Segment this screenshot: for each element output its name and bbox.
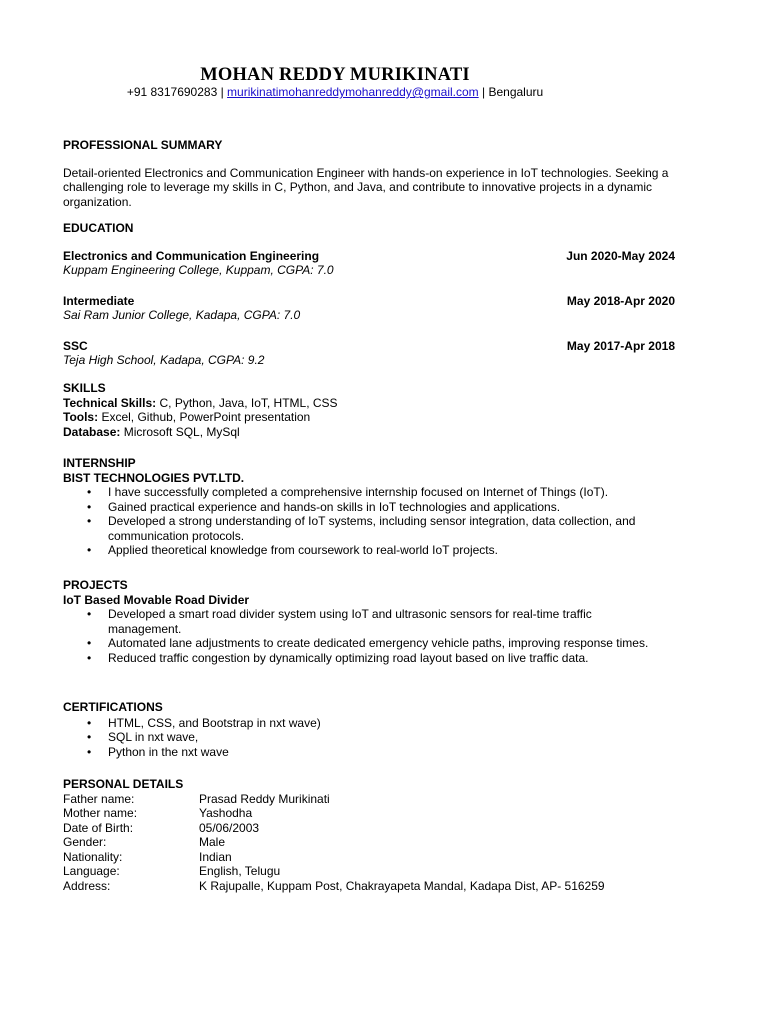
skill-line: [63, 396, 675, 411]
list-item: • I have successfully completed a comprehensive internship focused on Internet of Things (IoT).: [87, 485, 609, 499]
bullet-icon: •: [87, 485, 92, 499]
detail-row: [63, 792, 675, 807]
list-item: • Applied theoretical knowledge from coursework to real-world IoT projects.: [87, 543, 498, 557]
date-range: Jun 2020-May 2024: [566, 248, 675, 263]
detail-key: Date of Birth:: [63, 820, 134, 835]
section-heading: PROJECTS: [63, 578, 128, 592]
detail-row: [63, 879, 675, 894]
project-title: IoT Based Movable Road Divider: [63, 592, 250, 607]
projects-section: [63, 578, 675, 665]
list-item: • Gained practical experience and hands-on skills in IoT technologies and applications.: [87, 499, 561, 514]
project-points: [63, 607, 675, 665]
skill-label: Database:: [63, 424, 121, 439]
degree: Electronics and Communication Engineering: [63, 248, 320, 263]
education-item: [63, 294, 675, 323]
institution: Sai Ram Junior College, Kadapa, CGPA: 7.0: [63, 308, 301, 322]
list-item: • HTML, CSS, and Bootstrap in nxt wave): [87, 715, 321, 730]
skills-section: [63, 381, 675, 439]
section-heading: CERTIFICATIONS: [63, 700, 163, 714]
skill-label: Technical Skills:: [63, 395, 157, 410]
personal-details-section: [63, 777, 675, 893]
separator: |: [217, 85, 228, 99]
list-item: • Python in the nxt wave: [87, 744, 229, 759]
certifications-section: [63, 700, 675, 759]
section-heading: EDUCATION: [63, 221, 134, 235]
list-item: • Developed a smart road divider system using IoT and ultrasonic sensors for real-time traffic management.: [87, 607, 592, 636]
education-section: [63, 221, 675, 368]
list-item: • Automated lane adjustments to create dedicated emergency vehicle paths, improving response times.: [87, 636, 649, 650]
skill-value: Microsoft SQL, MySql: [120, 424, 240, 439]
phone-number: +91 8317690283: [126, 85, 218, 99]
email-link[interactable]: murikinatimohanreddymohanreddy@gmail.com: [227, 85, 479, 99]
detail-key: Nationality:: [63, 849, 123, 864]
bullet-icon: •: [87, 636, 92, 650]
skill-label: Tools:: [63, 410, 99, 424]
contact-line: [0, 85, 670, 99]
detail-row: [63, 835, 675, 850]
skill-line: [63, 410, 675, 425]
detail-row: [63, 806, 675, 821]
detail-value: K Rajupalle, Kuppam Post, Chakrayapeta Mandal, Kadapa Dist, AP- 516259: [199, 878, 605, 893]
bullet-icon: •: [87, 650, 92, 665]
bullet-icon: •: [87, 514, 92, 528]
candidate-name: MOHAN REDDY MURIKINATI: [200, 65, 470, 85]
detail-key: Father name:: [63, 791, 135, 806]
separator: |: [478, 85, 489, 99]
list-item: • Developed a strong understanding of IoT systems, including sensor integration, data collection, and communication protocols.: [87, 514, 636, 543]
detail-row: [63, 850, 675, 865]
detail-row: [63, 864, 675, 879]
detail-row: [63, 821, 675, 836]
date-range: May 2017-Apr 2018: [566, 338, 675, 353]
detail-value: English, Telugu: [199, 864, 281, 878]
detail-key: Gender:: [63, 835, 107, 849]
detail-key: Address:: [63, 878, 111, 893]
section-heading: INTERNSHIP: [63, 456, 136, 470]
internship-points: [63, 485, 675, 558]
internship-section: [63, 456, 675, 558]
bullet-icon: •: [87, 607, 92, 621]
list-item: • Reduced traffic congestion by dynamically optimizing road layout based on live traffic data.: [87, 650, 589, 665]
date-range: May 2018-Apr 2020: [566, 293, 675, 308]
skill-value: C, Python, Java, IoT, HTML, CSS: [156, 395, 338, 410]
bullet-icon: •: [87, 543, 92, 557]
bullet-icon: •: [87, 499, 92, 514]
education-item: [63, 249, 675, 278]
summary-text: Detail-oriented Electronics and Communication Engineer with hands-on experience in IoT technologies. Seeking a challenging role to leverage my skills in C, Python, and Java, and contribute to innovative projects in a dynamic organization.: [63, 165, 669, 209]
detail-key: Language:: [63, 864, 120, 878]
detail-value: Prasad Reddy Murikinati: [199, 791, 330, 806]
detail-value: 05/06/2003: [199, 820, 260, 835]
bullet-icon: •: [87, 730, 92, 744]
section-heading: PERSONAL DETAILS: [63, 777, 184, 791]
degree: Intermediate: [63, 293, 135, 308]
skill-line: [63, 425, 675, 440]
detail-value: Yashodha: [199, 806, 253, 820]
detail-value: Male: [199, 835, 226, 849]
detail-value: Indian: [199, 849, 232, 864]
bullet-icon: •: [87, 715, 92, 730]
section-heading: SKILLS: [63, 381, 106, 395]
institution: Kuppam Engineering College, Kuppam, CGPA: 7.0: [63, 263, 334, 277]
summary-section: [63, 138, 675, 209]
section-heading: PROFESSIONAL SUMMARY: [63, 138, 223, 152]
list-item: • SQL in nxt wave,: [87, 730, 199, 744]
degree: SSC: [63, 338, 88, 353]
city: Bengaluru: [488, 85, 544, 99]
company-name: BIST TECHNOLOGIES PVT.LTD.: [63, 470, 245, 485]
bullet-icon: •: [87, 744, 92, 759]
detail-key: Mother name:: [63, 806, 138, 820]
institution: Teja High School, Kadapa, CGPA: 9.2: [63, 353, 265, 367]
skill-value: Excel, Github, PowerPoint presentation: [98, 410, 311, 424]
education-item: [63, 339, 675, 368]
certification-points: [63, 716, 675, 760]
